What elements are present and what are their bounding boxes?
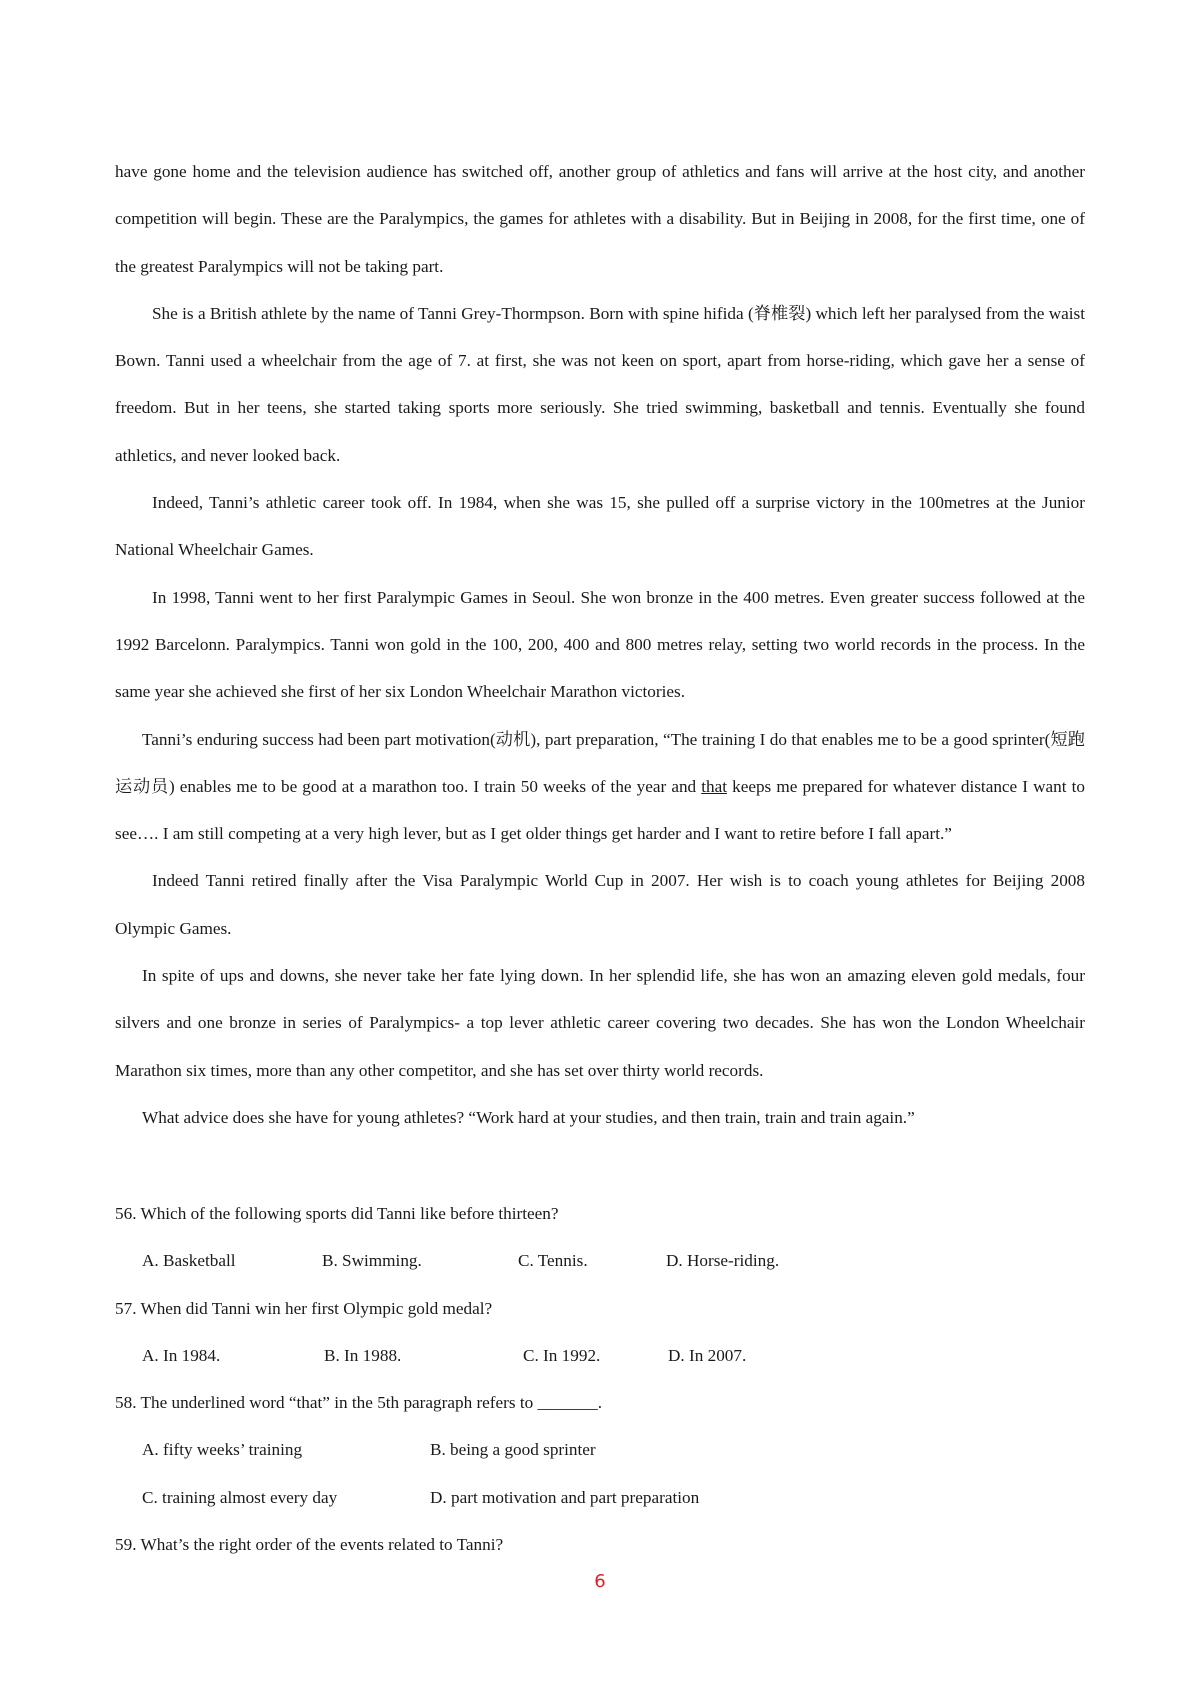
question-58-options-row-2 [115,1474,1085,1521]
paragraph-4 [115,716,1085,858]
question-56-options [115,1237,1085,1284]
underlined-word-that: that [701,776,728,796]
paragraph-6: In spite of ups and downs, she never take her fate lying down. In her splendid life, she has won an amazing eleven gold medals, four silvers and one bronze in series of Paralympics- a top lever athletic career covering two decades. She has won the London Wheelchair Marathon six times, more than any other competitor, and she has set over thirty world records. [115,966,1085,1080]
reading-passage [115,148,1085,1141]
option-d: D. In 2007. [668,1345,747,1365]
option-d: D. part motivation and part preparation [430,1487,700,1507]
option-c: C. training almost every day [142,1487,338,1507]
option-c: C. Tennis. [518,1251,588,1271]
paragraph-continued: have gone home and the television audience has switched off, another group of athletics and fans will arrive at the host city, and another competition will begin. These are the Paralympics, the games for athletes with a disability. But in Beijing in 2008, for the first time, one of the greatest Paralympics will not be taking part. [115,162,1085,276]
page-number: 6 [594,1571,606,1592]
option-b: B. being a good sprinter [430,1440,596,1460]
paragraph-4-before: Tanni’s enduring success had been part motivation(动机), part preparation, “The training I do that enables me to be a good sprinter(短跑运动员) enables me to be good at a marathon too. I train 50 weeks of the year and [115,729,1085,796]
paragraph-3: In 1998, Tanni went to her first Paralympic Games in Seoul. She won bronze in the 400 metres. Even greater success followed at the 1992 Barcelonn. Paralympics. Tanni won gold in the 100, 200, 400 and 800 metres relay, setting two world records in the process. In the same year she achieved she first of her six London Wheelchair Marathon victories. [115,587,1085,702]
question-58-options-row-1 [115,1426,1085,1473]
question-57: 57. When did Tanni win her first Olympic gold medal? [115,1298,493,1318]
paragraph-4-after: keeps me prepared for whatever distance I want to see…. I am still competing at a very high lever, but as I get older things get harder and I want to retire before I fall apart.” [115,776,1085,844]
option-a: A. fifty weeks’ training [142,1440,303,1460]
option-a: A. Basketball [142,1251,236,1271]
question-57-options [115,1332,1085,1379]
option-c: C. In 1992. [523,1345,601,1365]
paragraph-5: Indeed Tanni retired finally after the Visa Paralympic World Cup in 2007. Her wish is to coach young athletes for Beijing 2008 Olympic Games. [115,871,1085,938]
question-56: 56. Which of the following sports did Tanni like before thirteen? [115,1204,559,1223]
paragraph-2: Indeed, Tanni’s athletic career took off. In 1984, when she was 15, she pulled off a surprise victory in the 100metres at the Junior National Wheelchair Games. [115,493,1085,560]
question-list [115,1190,1085,1568]
paragraph-1: She is a British athlete by the name of Tanni Grey-Thormpson. Born with spine hifida (脊椎裂) which left her paralysed from the waist Bown. Tanni used a wheelchair from the age of 7. at first, she was not keen on sport, apart from horse-riding, which gave her a sense of freedom. But in her teens, she started taking sports more seriously. She tried swimming, basketball and tennis. Eventually she found athletics, and never looked back. [115,303,1085,465]
paragraph-7: What advice does she have for young athletes? “Work hard at your studies, and then train, train and train again.” [142,1107,915,1127]
question-58: 58. The underlined word “that” in the 5th paragraph refers to _______. [115,1393,602,1413]
option-a: A. In 1984. [142,1345,221,1365]
option-b: B. Swimming. [322,1251,422,1271]
option-b: B. In 1988. [324,1345,402,1365]
question-59: 59. What’s the right order of the events related to Tanni? [115,1535,504,1555]
option-d: D. Horse-riding. [666,1251,780,1271]
